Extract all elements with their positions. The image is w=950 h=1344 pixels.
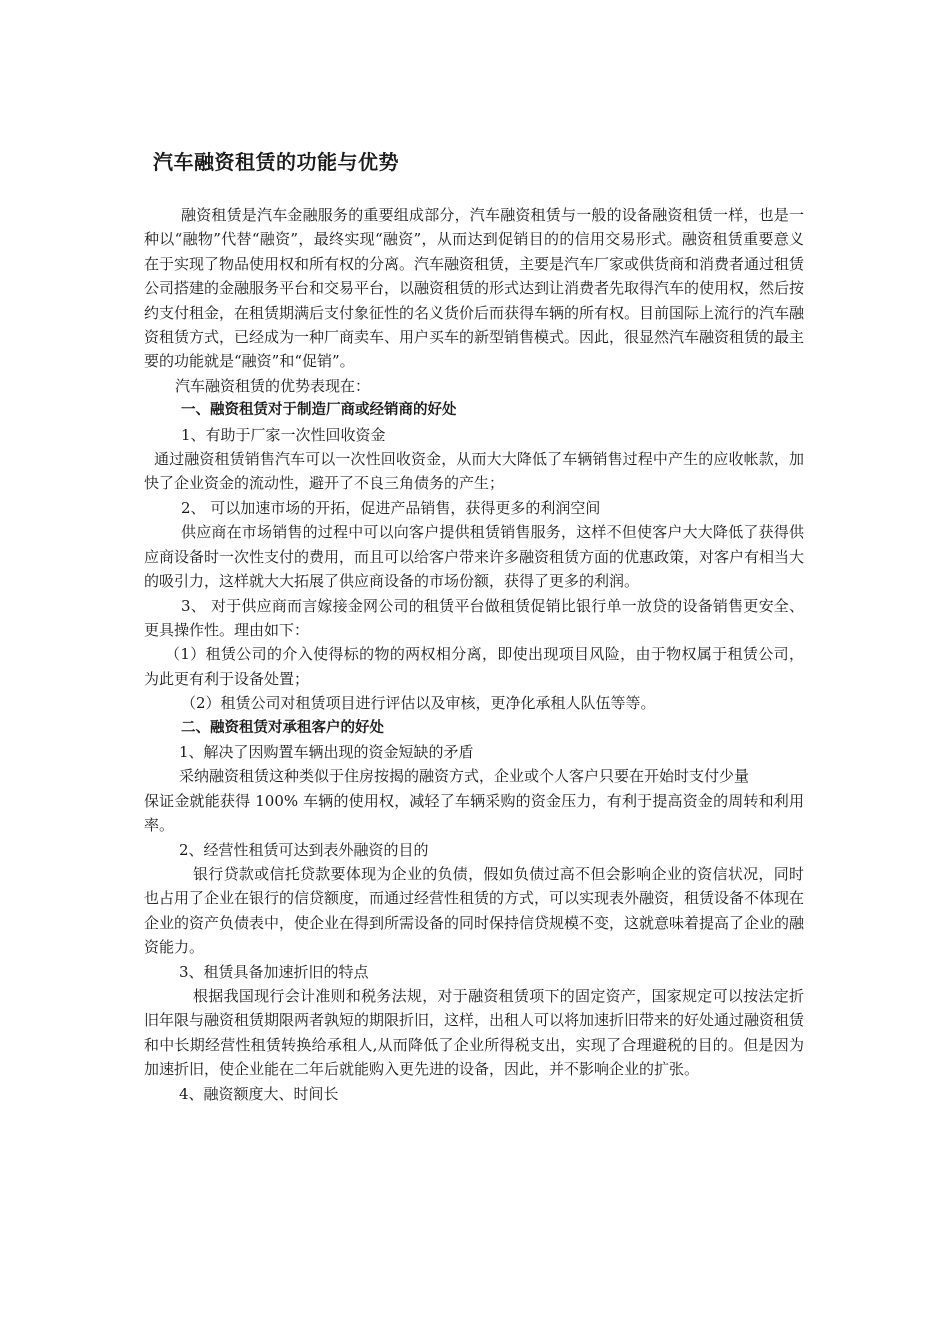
paragraph-2-3: 根据我国现行会计准则和税务法规，对于融资租赁项下的固定资产，国家规定可以按法定折旧年限与融资租赁期限两者孰短的期限折旧，这样，出租人可以将加速折旧带来的好处通过融资租赁和中长期经营性租赁转换给承租人,从而降低了企业所得税支出，实现了合理避税的目的。但是因为加速折旧，使企业能在二年后就能购入更先进的设备，因此，并不影响企业的扩张。 <box>144 987 805 1079</box>
paragraph-2-2: 银行贷款或信托贷款要体现为企业的负债，假如负债过高不但会影响企业的资信状况，同时也占用了企业在银行的信贷额度，而通过经营性租赁的方式，可以实现表外融资，租赁设备不体现在企业的资产负债表中，使企业在得到所需设备的同时保持信贷规模不变，这就意味着提高了企业的融资能力。 <box>144 864 805 957</box>
intro-paragraph: 融资租赁是汽车金融服务的重要组成部分，汽车融资租赁与一般的设备融资租赁一样，也是一种以“融物”代替“融资”，最终实现“融资”，从而达到促销目的的信用交易形式。融资租赁重要意义在于实现了物品使用权和所有权的分离。汽车融资租赁，主要是汽车厂家或供货商和消费者通过租赁公司搭建的金融服务平台和交易平台，以融资租赁的形式达到让消费者先取得汽车的使用权，然后按约支付租金，在租赁期满后支付象征性的名义货价后而获得车辆的所有权。目前国际上流行的汽车融资租赁方式，已经成为一种厂商卖车、用户买车的新型销售模式。因此，很显然汽车融资租赁的最主要的功能就是“融资”和“促销”。 <box>144 206 805 371</box>
subheading-1-3: 3、 对于供应商而言嫁接金网公司的租赁平台做租赁促销比银行单一放贷的设备销售更安全、更具操作性。理由如下： <box>144 596 804 639</box>
section-heading-1: 一、融资租赁对于制造厂商或经销商的好处 <box>181 402 457 419</box>
document-title: 汽车融资租赁的功能与优势 <box>153 150 399 174</box>
subheading-2-4: 4、融资额度大、时间长 <box>179 1084 339 1103</box>
paragraph-1-2: 供应商在市场销售的过程中可以向客户提供租赁销售服务，这样不但使客户大大降低了获得供应商设备时一次性支付的费用，而且可以给客户带来许多融资租赁方面的优惠政策，对客户有相当大的吸引力，这样就大大拓展了供应商设备的市场份额，获得了更多的利润。 <box>144 523 805 591</box>
subheading-2-3: 3、租赁具备加速折旧的特点 <box>179 962 369 981</box>
subheading-2-1: 1、解决了因购置车辆出现的资金短缺的矛盾 <box>179 742 474 761</box>
paragraph-1-1: 通过融资租赁销售汽车可以一次性回收资金，从而大大降低了车辆销售过程中产生的应收帐款，加快了企业资金的流动性，避开了不良三角债务的产生； <box>144 450 804 493</box>
document-body <box>144 203 804 1106</box>
advantages-intro: 汽车融资租赁的优势表现在： <box>175 376 371 395</box>
section-heading-2: 二、融资租赁对承租客户的好处 <box>181 719 384 736</box>
paragraph-2-1b: 保证金就能获得 100% 车辆的使用权，减轻了车辆采购的资金压力，有利于提高资金的周转和利用率。 <box>144 791 804 835</box>
subheading-1-1: 1、有助于厂家一次性回收资金 <box>181 425 386 444</box>
paragraph-2-1a: 采纳融资租赁这种类似于住房按揭的融资方式，企业或个人客户只要在开始时支付少量 <box>179 767 750 786</box>
subheading-2-2: 2、经营性租赁可达到表外融资的目的 <box>179 840 429 859</box>
reason-1: （1）租赁公司的介入使得标的物的两权相分离，即使出现项目风险，由于物权属于租赁公司，为此更有利于设备处置； <box>144 645 804 688</box>
reason-2: （2）租赁公司对租赁项目进行评估以及审核，更净化承租人队伍等等。 <box>181 694 656 713</box>
subheading-1-2: 2、 可以加速市场的开拓，促进产品销售，获得更多的利润空间 <box>181 498 601 517</box>
